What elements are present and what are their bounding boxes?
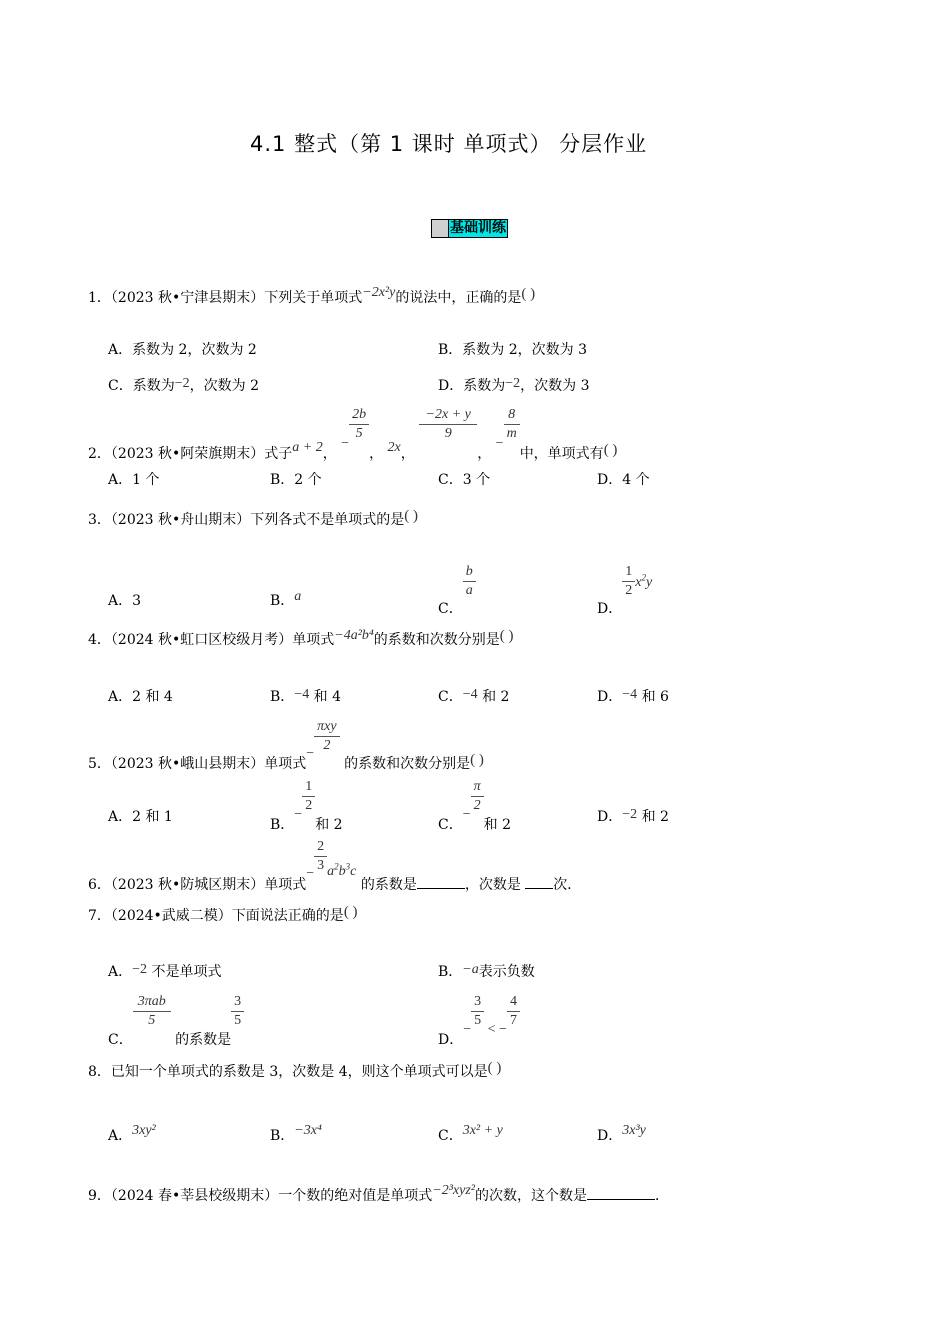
question-6: 6．（2023 秋•防城区期末）单项式− $\frac{2}{3}$ $a^2b^3c$ 的系数是 ，次数是 次． — [88, 839, 582, 893]
q3-option-a[interactable]: A．3 — [108, 593, 142, 609]
q5-option-a[interactable]: A．2 和 1 — [108, 809, 173, 825]
q2-option-a[interactable]: A．1 个 — [108, 472, 160, 488]
q5-option-b[interactable]: B．− $\frac{1}{2}$ 和 2 — [270, 779, 343, 833]
q8-option-a[interactable]: A．3xy² — [108, 1123, 156, 1144]
page-title: 4.1 整式（第 1 课时 单项式） 分层作业 — [250, 132, 648, 156]
q2-frac-1: $\frac{2b}{5}$ — [349, 406, 369, 443]
q8-option-c[interactable]: C．3x² + y — [438, 1123, 503, 1144]
section-badge — [431, 219, 508, 238]
q7-option-b[interactable]: B．−a表示负数 — [438, 962, 535, 980]
q9-blank-answer[interactable] — [587, 1199, 655, 1200]
q6-blank-degree[interactable] — [525, 888, 553, 889]
question-4: 4．（2024 秋•虹口区校级月考）单项式−4a²b⁴的系数和次数分别是( ) — [88, 628, 514, 648]
q7-option-a[interactable]: A．−2 不是单项式 — [108, 962, 222, 980]
q1-option-a[interactable]: A．系数为 2，次数为 2 — [108, 342, 257, 358]
question-3: 3．（2023 秋•舟山期末）下列各式不是单项式的是( ) — [88, 508, 419, 528]
q9-expr: −2³xyz² — [432, 1183, 475, 1198]
section-label: 基础训练 — [450, 220, 506, 236]
q2-option-d[interactable]: D．4 个 — [597, 472, 650, 488]
question-5: 5．（2023 秋•峨山县期末）单项式− $\frac{\text{πxy}}{2}$ 的系数和次数分别是( ) — [88, 719, 484, 772]
q2-frac-2: $\frac{-2x + y}{9}$ — [419, 406, 477, 443]
question-8: 8．已知一个单项式的系数是 3，次数是 4，则这个单项式可以是( ) — [88, 1060, 502, 1080]
q1-option-d[interactable]: D．系数为−2，次数为 3 — [438, 376, 590, 394]
q1-option-c[interactable]: C．系数为−2，次数为 2 — [108, 376, 259, 394]
q4-option-c[interactable]: C．−4 和 2 — [438, 687, 510, 705]
q6-blank-coefficient[interactable] — [417, 888, 465, 889]
q4-option-b[interactable]: B．−4 和 4 — [270, 687, 342, 705]
question-7: 7．（2024•武威二模）下面说法正确的是( ) — [88, 904, 358, 924]
badge-marker — [432, 220, 449, 237]
q5-option-d[interactable]: D．−2 和 2 — [597, 807, 669, 825]
q3-option-b[interactable]: B．a — [270, 589, 302, 609]
q7-option-c[interactable]: C． $\frac{\text{3πab}}{5}$ 的系数是 $\frac{3}{5}$ — [108, 993, 244, 1030]
question-9: 9．（2024 春•莘县校级期末）一个数的绝对值是单项式−2³xyz²的次数，这个数是 ． — [88, 1183, 669, 1204]
q2-option-b[interactable]: B．2 个 — [270, 472, 322, 488]
q2-option-c[interactable]: C．3 个 — [438, 472, 491, 488]
q4-expr: −4a²b⁴ — [334, 628, 374, 643]
q8-option-d[interactable]: D．3x³y — [597, 1123, 646, 1144]
q5-option-c[interactable]: C．− $\frac{\pi}{2}$ 和 2 — [438, 779, 511, 833]
q1-option-b[interactable]: B．系数为 2，次数为 3 — [438, 342, 588, 358]
q3-option-d[interactable]: D． $\frac{1}{2}$ $x^2y$ — [597, 564, 653, 617]
q7-option-d[interactable]: D．− $\frac{3}{5}$ < − $\frac{4}{7}$ — [438, 993, 520, 1030]
question-1: 1．（2023 秋•宁津县期末）下列关于单项式−2x²y的说法中，正确的是( ) — [88, 285, 536, 306]
q3-option-c[interactable]: C． $\frac{b}{a}$ — [438, 563, 476, 600]
q4-option-a[interactable]: A．2 和 4 — [108, 689, 173, 705]
q8-option-b[interactable]: B．−3x⁴ — [270, 1123, 322, 1144]
q1-expr: −2x²y — [362, 285, 396, 300]
q4-option-d[interactable]: D．−4 和 6 — [597, 687, 669, 705]
question-2: 2．（2023 秋•阿荣旗期末）式子a + 2， − $\frac{2b}{5}$ ， 2x， $\frac{-2x + y}{9}$ ， − $\frac{8}{m}$ 中，单项式有( ) — [88, 407, 618, 462]
q2-frac-3: $\frac{8}{m}$ — [504, 406, 520, 443]
